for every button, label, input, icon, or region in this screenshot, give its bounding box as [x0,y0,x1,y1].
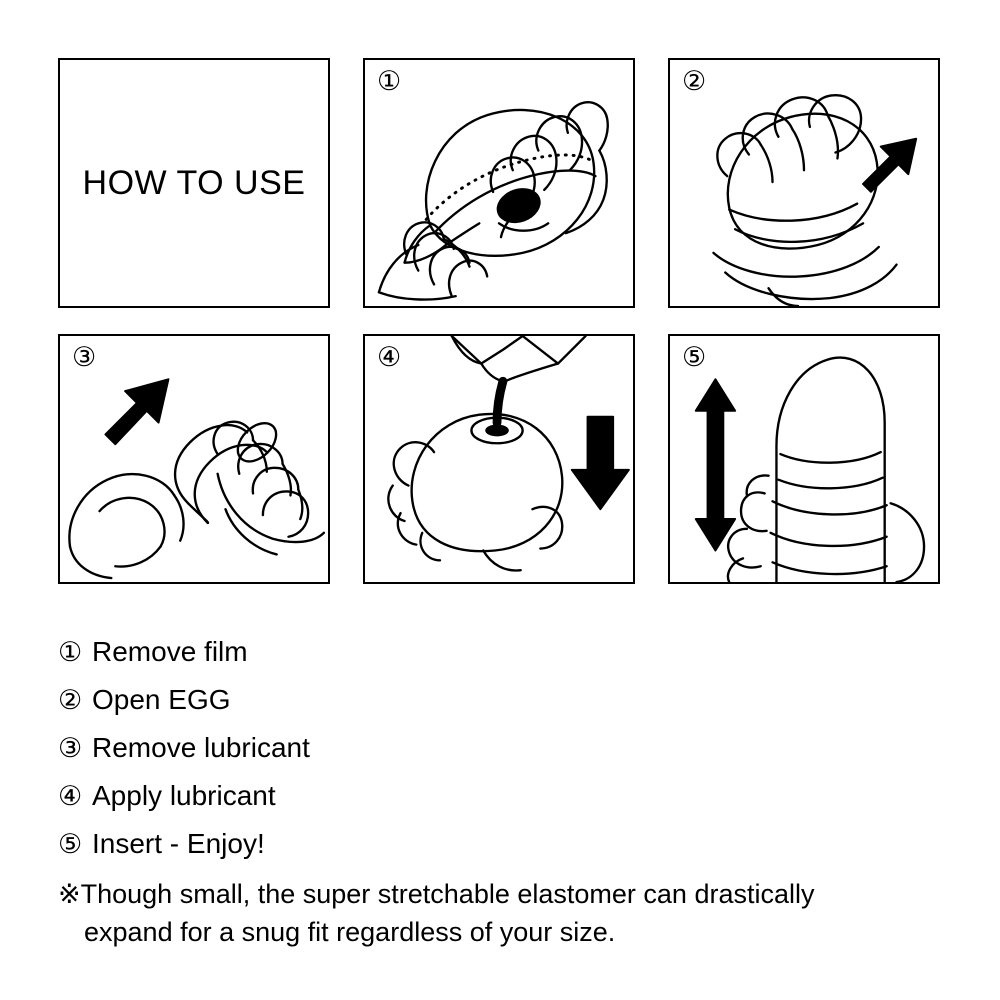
list-item [58,676,958,724]
list-item [58,772,958,820]
legend-label-5: Insert - Enjoy! [92,828,265,859]
panel-number-3: ③ [72,342,97,372]
page-title: HOW TO USE [82,163,306,202]
panel-number-5: ⑤ [682,342,707,372]
panel-number-4: ④ [377,342,402,372]
legend-label-3: Remove lubricant [92,732,310,763]
legend-label-4: Apply lubricant [92,780,276,811]
list-item [58,628,958,676]
legend-label-1: Remove film [92,636,248,667]
illustration-remove-lubricant [60,336,328,582]
illustration-insert-enjoy [670,336,938,582]
panel-grid [58,58,942,584]
panel-open-egg [668,58,940,308]
footnote-line-1: ※Though small, the super stretchable elastomer can drastically [58,879,815,909]
legend-label-2: Open EGG [92,684,231,715]
list-item [58,724,958,772]
legend-list [58,628,958,868]
legend-mark-3: ③ [58,733,83,763]
legend-mark-5: ⑤ [58,829,83,859]
illustration-apply-lubricant [365,336,633,582]
panel-number-2: ② [682,66,707,96]
panel-number-1: ① [377,66,402,96]
illustration-remove-film [365,60,633,306]
panel-remove-film [363,58,635,308]
footnote [58,875,958,951]
illustration-open-egg [670,60,938,306]
legend-mark-4: ④ [58,781,83,811]
legend-mark-2: ② [58,685,83,715]
footnote-line-2: expand for a snug fit regardless of your size. [84,917,616,947]
legend-mark-1: ① [58,637,83,667]
list-item [58,820,958,868]
panel-remove-lubricant [58,334,330,584]
panel-insert-enjoy [668,334,940,584]
panel-apply-lubricant [363,334,635,584]
title-panel [58,58,330,308]
